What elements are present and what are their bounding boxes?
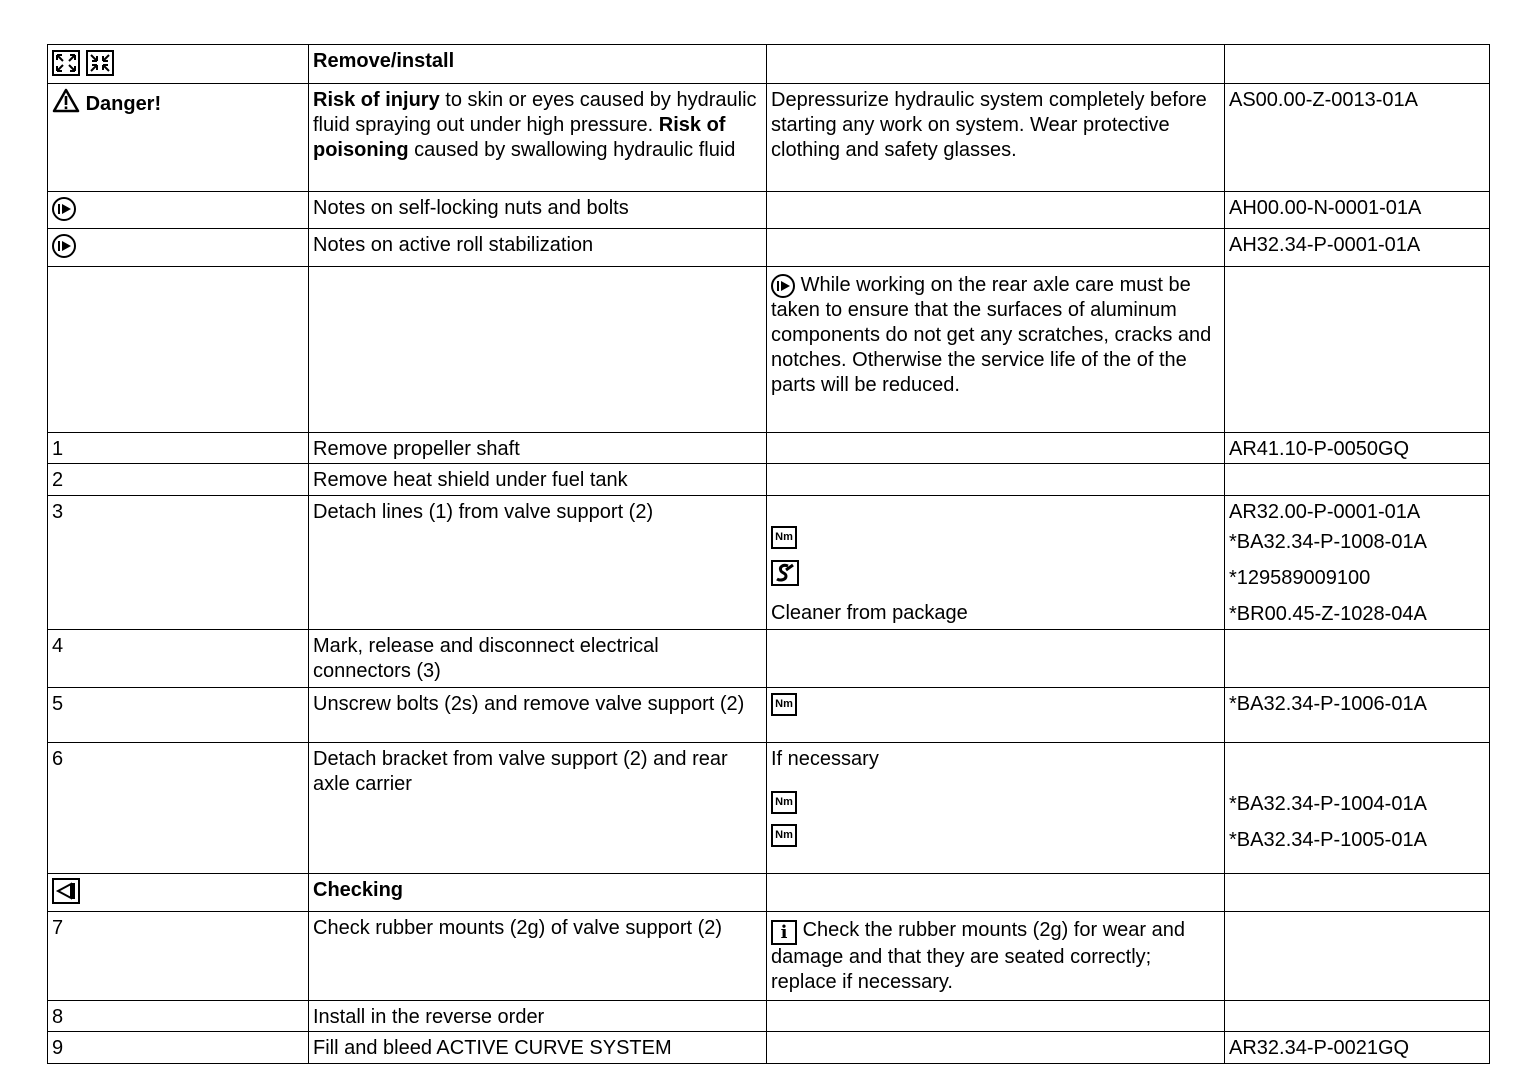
condition-text: If necessary [771, 748, 879, 770]
step-number: 9 [48, 1032, 309, 1064]
step-text: Unscrew bolts (2s) and remove valve support (2) [309, 688, 767, 743]
torque-icon: Nm [771, 693, 797, 716]
step-number: 3 [48, 496, 309, 630]
step-text: Check rubber mounts (2g) of valve support (2) [309, 912, 767, 1001]
table-row [48, 464, 1490, 496]
danger-measure: Depressurize hydraulic system completely before starting any work on system. Wear protective clothing and safety glasses. [767, 84, 1225, 192]
torque-reference: *BA32.34-P-1005-01A [1229, 829, 1427, 851]
table-row [48, 1001, 1490, 1032]
info-note: i Check the rubber mounts (2g) for wear and damage and that they are seated correctly; replace if necessary. [767, 912, 1225, 1001]
cleaner-text: Cleaner from package [771, 602, 968, 624]
step-text: Detach bracket from valve support (2) and rear axle carrier [309, 743, 767, 874]
note-reference: AH32.34-P-0001-01A [1225, 229, 1490, 267]
table-row [48, 45, 1490, 84]
note-reference: AH00.00-N-0001-01A [1225, 192, 1490, 229]
table-row [48, 743, 1490, 874]
section-title-remove-install: Remove/install [309, 45, 767, 84]
torque-reference: *BA32.34-P-1004-01A [1229, 793, 1427, 815]
step-text: Install in the reverse order [309, 1001, 767, 1032]
section-title-checking: Checking [309, 874, 767, 912]
table-row [48, 84, 1490, 192]
note-icon [52, 234, 76, 258]
warning-triangle-icon [52, 88, 80, 113]
step-text: Remove heat shield under fuel tank [309, 464, 767, 496]
torque-icon: Nm [771, 791, 797, 814]
torque-icon: Nm [771, 526, 797, 549]
table-row [48, 874, 1490, 912]
table-row [48, 688, 1490, 743]
step-text: Mark, release and disconnect electrical connectors (3) [309, 630, 767, 688]
danger-reference: AS00.00-Z-0013-01A [1225, 84, 1490, 192]
table-row [48, 912, 1490, 1001]
step-reference: AR32.34-P-0021GQ [1225, 1032, 1490, 1064]
checking-icon [52, 878, 80, 904]
repair-procedure-table [47, 44, 1490, 1064]
step-reference: AR41.10-P-0050GQ [1225, 433, 1490, 464]
table-row [48, 496, 1490, 630]
step-number: 8 [48, 1001, 309, 1032]
step-number: 1 [48, 433, 309, 464]
step-reference: AR32.00-P-0001-01A [1229, 501, 1421, 523]
note-icon [771, 274, 795, 298]
step-text: Detach lines (1) from valve support (2) [309, 496, 767, 630]
note-icon [52, 197, 76, 221]
step-text: Remove propeller shaft [309, 433, 767, 464]
table-row [48, 433, 1490, 464]
step-number: 4 [48, 630, 309, 688]
table-row [48, 630, 1490, 688]
info-icon: i [771, 920, 797, 945]
step-number: 7 [48, 912, 309, 1001]
remove-install-icon [52, 50, 114, 76]
table-row [48, 229, 1490, 267]
table-row [48, 267, 1490, 433]
torque-reference: *BA32.34-P-1008-01A [1229, 531, 1427, 553]
step-number: 5 [48, 688, 309, 743]
step-number: 2 [48, 464, 309, 496]
note-text: Notes on self-locking nuts and bolts [309, 192, 767, 229]
aluminum-note: While working on the rear axle care must be taken to ensure that the surfaces of aluminum components do not get any scratches, cracks and notches. Otherwise the service life of the of the parts will be reduced. [767, 267, 1225, 433]
tool-reference: *129589009100 [1229, 567, 1371, 589]
step-number: 6 [48, 743, 309, 874]
danger-risk-text: Risk of injury to skin or eyes caused by hydraulic fluid spraying out under high pressure. Risk of poisoning caused by swallowing hydraulic fluid [309, 84, 767, 192]
table-row [48, 1032, 1490, 1064]
note-text: Notes on active roll stabilization [309, 229, 767, 267]
cleaner-reference: *BR00.45-Z-1028-04A [1229, 603, 1427, 625]
danger-label: Danger! [85, 93, 162, 115]
torque-reference: *BA32.34-P-1006-01A [1225, 688, 1490, 743]
special-tool-icon [771, 560, 799, 586]
table-row [48, 192, 1490, 229]
torque-icon: Nm [771, 824, 797, 847]
step-text: Fill and bleed ACTIVE CURVE SYSTEM [309, 1032, 767, 1064]
